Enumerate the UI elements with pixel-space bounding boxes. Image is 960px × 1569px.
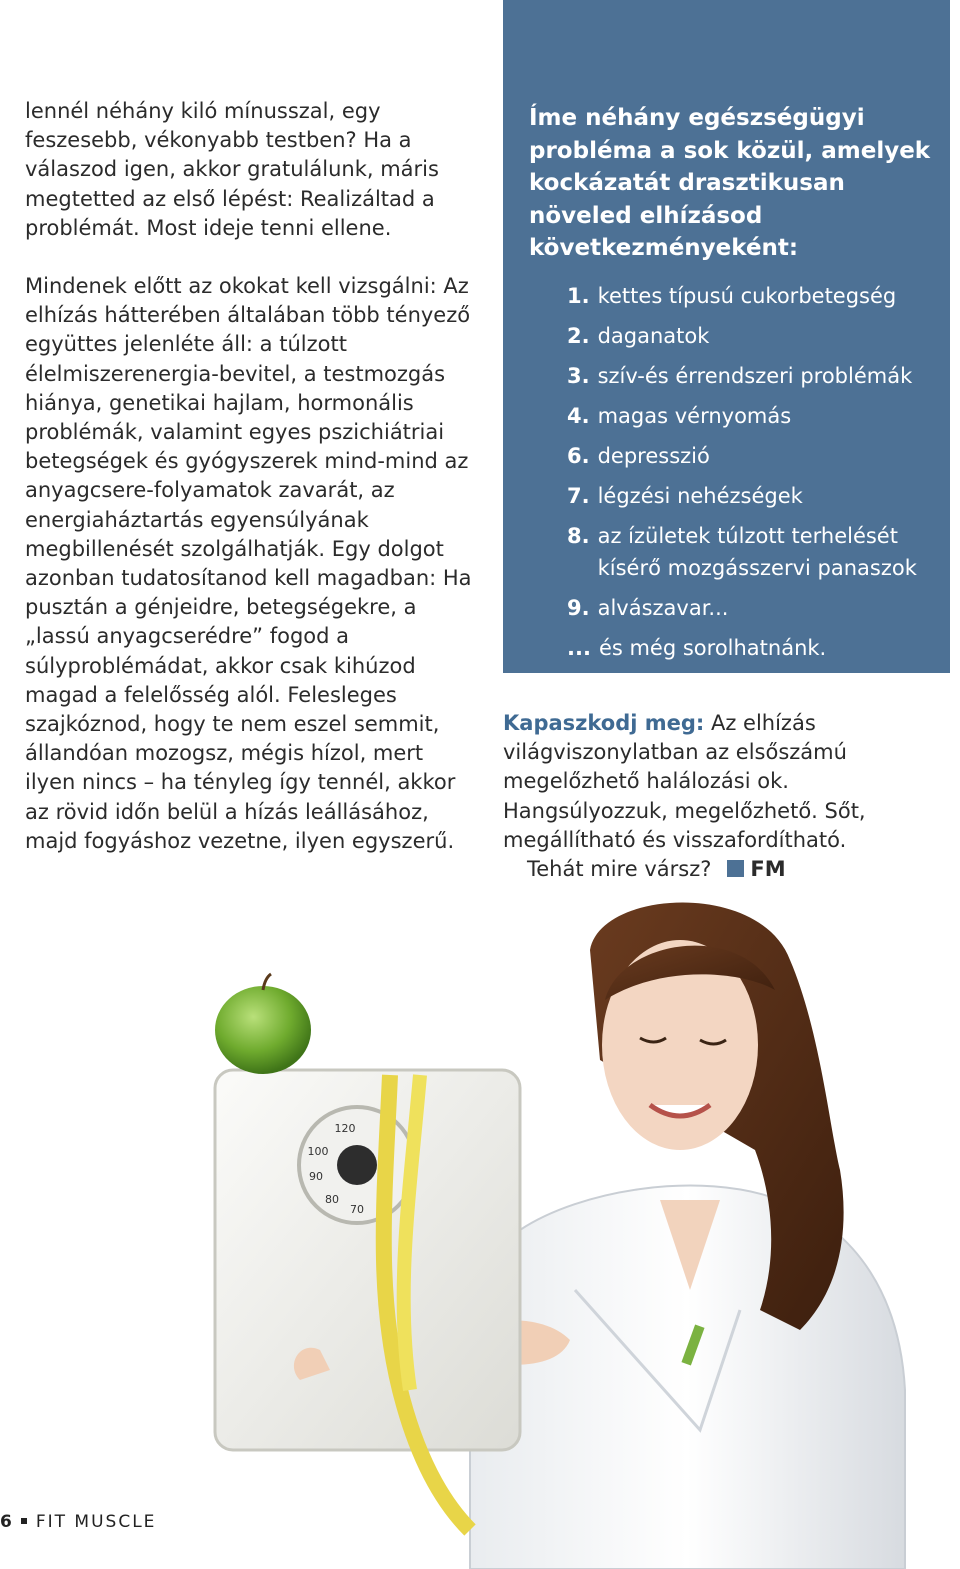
list-item-number: ... — [567, 636, 591, 660]
list-item-text: magas vérnyomás — [597, 404, 792, 428]
scale-number: 90 — [309, 1170, 323, 1183]
magazine-name: FIT MUSCLE — [35, 1512, 157, 1532]
list-item-text: légzési nehézségek — [597, 484, 803, 508]
list-item — [567, 280, 947, 312]
footer-bullet — [21, 1518, 27, 1524]
author-signature: FM — [750, 857, 786, 882]
list-item-text: szív-és érrendszeri problémák — [597, 364, 913, 388]
list-item-text: alvászavar... — [597, 596, 729, 620]
closing-lead: Kapaszkodj meg: — [503, 711, 705, 735]
list-item-number: 9. — [567, 596, 590, 620]
page-footer — [0, 1510, 156, 1534]
scale-number: 120 — [334, 1122, 356, 1135]
list-item — [567, 592, 947, 624]
list-item-text: kettes típusú cukorbetegség — [597, 284, 897, 308]
list-item-number: 2. — [567, 324, 590, 348]
health-risks-list — [567, 280, 947, 672]
list-item-text: depresszió — [597, 444, 710, 468]
scale-number: 100 — [307, 1145, 329, 1158]
list-item — [567, 320, 947, 352]
article-left-column — [25, 97, 475, 856]
list-item — [567, 360, 947, 392]
article-paragraph: lennél néhány kiló mínusszal, egy feszesebb, vékonyabb testben? Ha a válaszod igen, akkor gratulálunk, máris megtetted az első lépést: Realizáltad a problémát. Most ideje tenni ellene. — [25, 99, 439, 240]
list-item — [567, 400, 947, 432]
list-item-text: az ízületek túlzott terhelését kísérő mozgásszervi panaszok — [597, 524, 917, 580]
list-item-text: daganatok — [597, 324, 710, 348]
list-item-text: és még sorolhatnánk. — [598, 636, 827, 660]
green-apple — [215, 974, 311, 1074]
list-item-number: 3. — [567, 364, 590, 388]
scale-number: 70 — [350, 1203, 364, 1216]
list-item-number: 7. — [567, 484, 590, 508]
list-item-number: 8. — [567, 524, 590, 548]
list-item-number: 4. — [567, 404, 590, 428]
article-paragraph: Mindenek előtt az okokat kell vizsgálni: Az elhízás hátterében általában több tényező együttes jelenléte áll: a túlzott élelmiszerenergia-bevitel, a testmozgás hiánya, genetikai hajlam, hormonális problémák, valamint egyes pszichiátriai betegségek és gyógyszerek mind-mind az anyagcsere-folyamatok zavarát, az energiaháztartás egyensúlyának megbillenését szolgálhatják. Egy dolgot azonban tudatosítanod kell magadban: Ha pusztán a génjeidre, betegségekre, a „lassú anyagcserédre” fogod a súlyproblémádat, akkor csak kihúzod magad a felelősség alól. Felesleges szajkóznod, hogy te nem eszel semmit, állandóan mozogsz, mégis hízol, mert ilyen nincs – ha tényleg így tennél, akkor az rövid időn belül a hízás leállásához, majd fogyáshoz vezetne, ilyen egyszerű. — [25, 274, 472, 853]
list-item — [567, 632, 947, 664]
list-item — [567, 520, 947, 584]
list-item-number: 1. — [567, 284, 590, 308]
closing-body: Az elhízás világviszonylatban az elsőszámú megelőzhető halálozási ok. Hangsúlyozzuk, megelőzhető. Sőt, megállítható és visszafordítható. — [503, 711, 866, 852]
list-item — [567, 440, 947, 472]
page-number: 6 — [0, 1512, 12, 1532]
list-item-number: 6. — [567, 444, 590, 468]
scale-number: 80 — [325, 1193, 339, 1206]
doctor-with-scale-photo — [0, 870, 960, 1569]
health-risks-heading: Íme néhány egészségügyi probléma a sok közül, amelyek kockázatát drasztikusan növeled elhízásod következményeként: — [529, 105, 931, 261]
list-item — [567, 480, 947, 512]
health-risks-box — [503, 0, 950, 673]
closing-paragraph — [503, 709, 953, 884]
closing-question: Tehát mire vársz? — [527, 857, 712, 882]
